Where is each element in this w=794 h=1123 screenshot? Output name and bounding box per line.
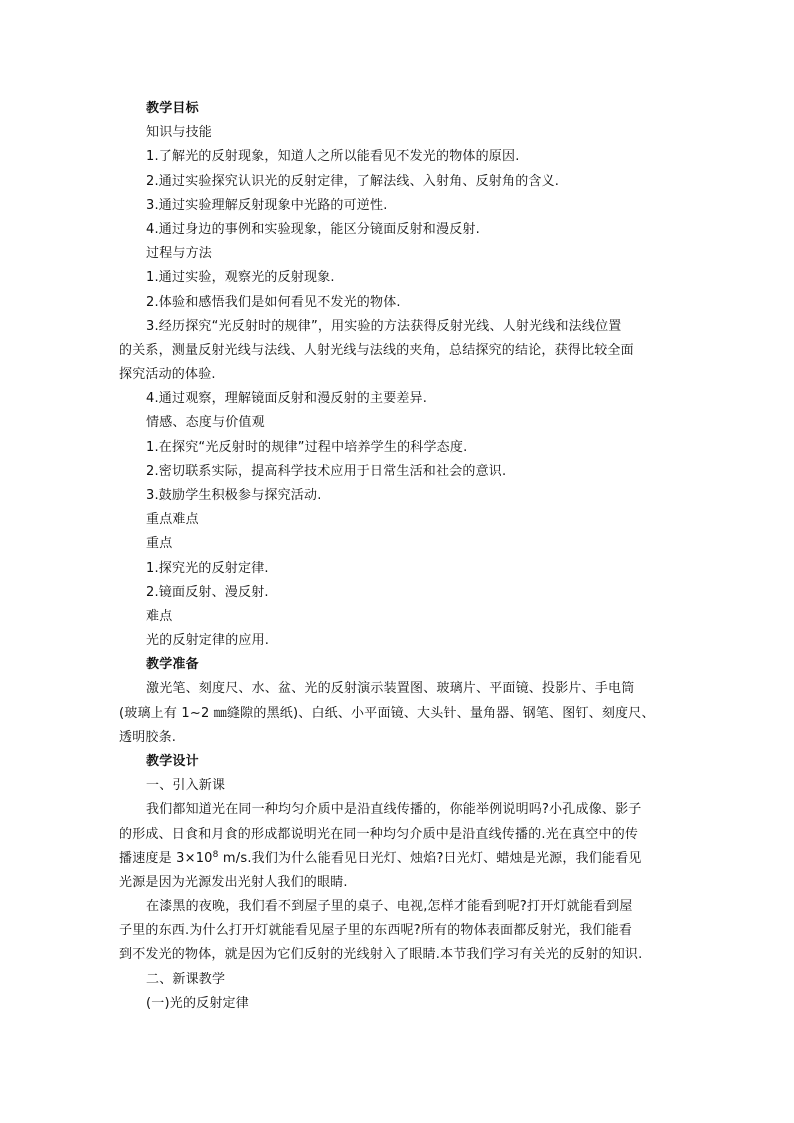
heading-teaching-preparation: 教学准备 [146,657,199,672]
key-point-2: 2.镜面反射、漫反射. [146,585,269,600]
process-item-3-line-3: 探究活动的体验. [119,367,216,382]
section-introduce-new-lesson: 一、引入新课 [146,778,226,793]
difficult-point-1: 光的反射定律的应用. [146,633,270,648]
knowledge-item-1: 1.了解光的反射现象，知道人之所以能看见不发光的物体的原因. [146,149,520,164]
intro-paragraph-1-line-1: 我们都知道光在同一种均匀介质中是沿直线传播的，你能举例说明吗?小孔成像、影子 [146,802,642,817]
process-item-2: 2.体验和感悟我们是如何看见不发光的物体. [146,295,401,310]
section-emotion-values: 情感、态度与价值观 [146,415,265,430]
knowledge-item-2: 2.通过实验探究认识光的反射定律，了解法线、入射角、反射角的含义. [146,174,560,189]
section-new-lesson-teaching: 二、新课教学 [146,972,226,987]
intro-paragraph-2-line-3: 到不发光的物体，就是因为它们反射的光线射入了眼睛.本节我们学习有关光的反射的知识. [119,947,643,962]
key-points-title: 重点 [146,536,173,551]
intro-paragraph-2-line-1: 在漆黑的夜晚，我们看不到屋子里的桌子、电视,怎样才能看到呢?打开灯就能看到屋 [146,899,633,914]
process-item-3-line-2: 的关系，测量反射光线与法线、人射光线与法线的夹角，总结探究的结论，获得比较全面 [119,343,634,358]
process-item-1: 1.通过实验，观察光的反射现象. [146,270,335,285]
process-item-4: 4.通过观察，理解镜面反射和漫反射的主要差异. [146,391,428,406]
preparation-line-3: 透明胶条. [119,730,177,745]
section-process-methods: 过程与方法 [146,246,213,261]
section-key-difficult-points: 重点难点 [146,512,199,527]
speed-exponent: 8 [212,850,219,860]
speed-of-light-text-cont: m/s.我们为什么能看见日光灯、烛焰?日光灯、蜡烛是光源，我们能看见 [218,851,642,866]
knowledge-item-4: 4.通过身边的事例和实验现象，能区分镜面反射和漫反射. [146,222,480,237]
emotion-item-2: 2.密切联系实际，提高科学技术应用于日常生活和社会的意识. [146,464,507,479]
preparation-line-2: (玻璃上有 1~2 ㎜缝隙的黑纸)、白纸、小平面镜、大头针、量角器、钢笔、图钉、刻度尺、 [119,706,655,721]
intro-paragraph-1-line-2: 的形成、日食和月食的形成都说明光在同一种均匀介质中是沿直线传播的.光在真空中的传 [119,827,639,842]
intro-paragraph-1-line-3 [119,850,642,868]
section-knowledge-skills: 知识与技能 [146,125,213,140]
speed-of-light-text: 播速度是 3×10 [119,851,213,866]
difficult-points-title: 难点 [146,609,173,624]
key-point-1: 1.探究光的反射定律. [146,561,269,576]
subsection-law-of-reflection: (一)光的反射定律 [146,996,249,1011]
emotion-item-1: 1.在探究“光反射时的规律”过程中培养学生的科学态度. [146,440,468,455]
heading-teaching-goals: 教学目标 [146,101,199,116]
process-item-3-line-1: 3.经历探究“光反射时的规律”，用实验的方法获得反射光线、人射光线和法线位置 [146,319,622,334]
heading-teaching-design: 教学设计 [146,754,199,769]
knowledge-item-3: 3.通过实验理解反射现象中光路的可逆性. [146,198,388,213]
intro-paragraph-1-line-4: 光源是因为光源发出光射人我们的眼睛. [119,875,348,890]
emotion-item-3: 3.鼓励学生积极参与探究活动. [146,488,322,503]
preparation-line-1: 激光笔、刻度尺、水、盆、光的反射演示装置图、玻璃片、平面镜、投影片、手电筒 [146,681,635,696]
intro-paragraph-2-line-2: 子里的东西.为什么打开灯就能看见屋子里的东西呢?所有的物体表面都反射光，我们能看 [119,923,633,938]
